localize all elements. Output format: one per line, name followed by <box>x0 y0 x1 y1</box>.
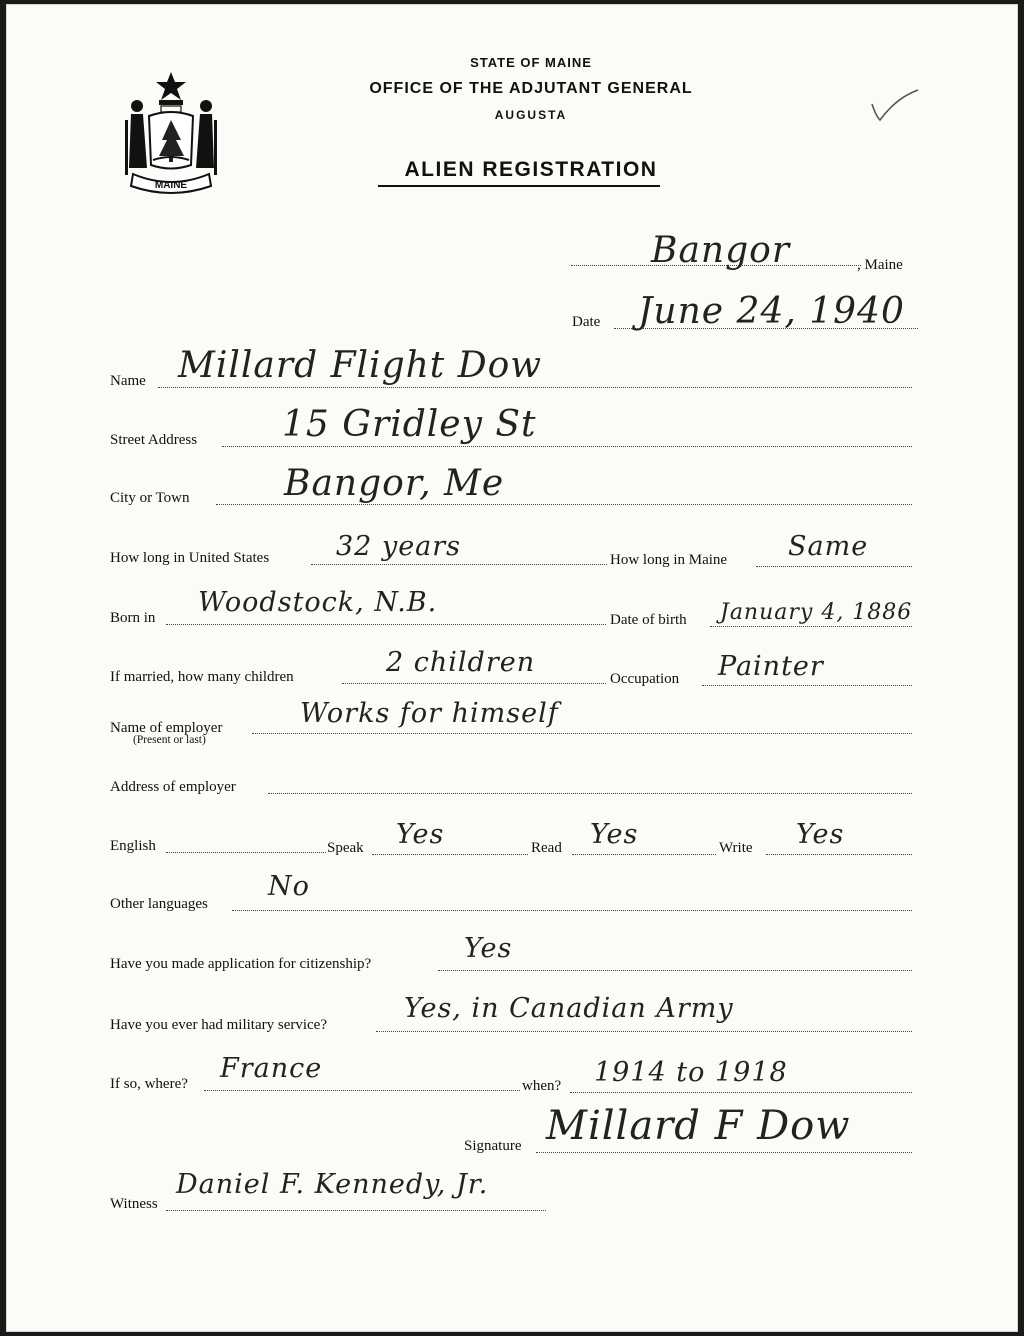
svg-text:MAINE: MAINE <box>154 180 188 191</box>
signature-line <box>536 1152 912 1153</box>
where-line <box>204 1090 520 1091</box>
when-label: when? <box>522 1078 562 1094</box>
city-value: Bangor, Me <box>284 463 505 504</box>
write-label: Write <box>719 840 753 856</box>
city-label: City or Town <box>110 490 190 506</box>
write-value: Yes <box>796 819 845 850</box>
employer-label: Name of employer <box>110 720 223 736</box>
employer-address-label: Address of employer <box>110 779 236 795</box>
children-line <box>342 683 606 684</box>
street-label: Street Address <box>110 432 198 448</box>
maine-duration-line <box>756 566 912 567</box>
citizenship-line <box>438 970 912 971</box>
read-value: Yes <box>590 819 639 850</box>
signature-value: Millard F Dow <box>546 1103 851 1149</box>
when-value: 1914 to 1918 <box>594 1057 788 1088</box>
place-label: , Maine <box>857 257 903 273</box>
employer-address-line <box>268 793 912 794</box>
form-page <box>6 4 1018 1332</box>
english-line <box>166 852 326 853</box>
dob-value: January 4, 1886 <box>720 600 913 625</box>
us-duration-line <box>311 564 607 565</box>
read-label: Read <box>531 840 562 856</box>
citizenship-value: Yes <box>464 933 513 964</box>
other-languages-line <box>232 910 912 911</box>
born-in-label: Born in <box>110 610 156 626</box>
city-line <box>216 504 912 505</box>
title-underline <box>378 185 660 187</box>
other-languages-value: No <box>268 871 310 902</box>
form-title: ALIEN REGISTRATION <box>404 158 658 181</box>
occupation-value: Painter <box>718 651 824 682</box>
header-state: STATE OF MAINE <box>470 55 592 70</box>
signature-label: Signature <box>464 1138 522 1154</box>
street-line <box>222 446 912 447</box>
name-label: Name <box>110 373 146 389</box>
state-seal-logo <box>119 70 224 198</box>
dob-label: Date of birth <box>610 612 687 628</box>
citizenship-label: Have you made application for citizenship? <box>110 956 372 972</box>
speak-value: Yes <box>396 819 445 850</box>
occupation-line <box>702 685 912 686</box>
other-languages-label: Other languages <box>110 896 208 912</box>
witness-line <box>166 1210 546 1211</box>
header-office: OFFICE OF THE ADJUTANT GENERAL <box>369 80 693 97</box>
born-in-value: Woodstock, N.B. <box>198 587 438 618</box>
us-duration-value: 32 years <box>336 531 462 562</box>
name-line <box>158 387 912 388</box>
military-line <box>376 1031 912 1032</box>
check-mark-icon <box>866 86 926 126</box>
employer-sublabel: (Present or last) <box>133 734 206 746</box>
born-in-line <box>166 624 606 625</box>
witness-label: Witness <box>110 1196 158 1212</box>
us-duration-label: How long in United States <box>110 550 270 566</box>
maine-duration-value: Same <box>788 531 869 562</box>
maine-duration-label: How long in Maine <box>610 552 728 568</box>
date-label: Date <box>572 314 601 330</box>
where-value: France <box>220 1053 323 1084</box>
children-label: If married, how many children <box>110 669 294 685</box>
military-value: Yes, in Canadian Army <box>404 993 734 1024</box>
place-value: Bangor <box>651 230 791 271</box>
date-value: June 24, 1940 <box>638 291 905 332</box>
speak-line <box>372 854 528 855</box>
english-label: English <box>110 838 156 854</box>
header-city: AUGUSTA <box>494 108 568 122</box>
occupation-label: Occupation <box>610 671 680 687</box>
military-label: Have you ever had military service? <box>110 1017 327 1033</box>
name-value: Millard Flight Dow <box>178 345 543 386</box>
street-value: 15 Gridley St <box>282 404 537 445</box>
where-label: If so, where? <box>110 1076 188 1092</box>
employer-line <box>252 733 912 734</box>
read-line <box>572 854 716 855</box>
employer-value: Works for himself <box>300 698 559 729</box>
speak-label: Speak <box>327 840 364 856</box>
witness-value: Daniel F. Kennedy, Jr. <box>176 1169 489 1200</box>
children-value: 2 children <box>386 647 536 678</box>
when-line <box>570 1092 912 1093</box>
write-line <box>766 854 912 855</box>
